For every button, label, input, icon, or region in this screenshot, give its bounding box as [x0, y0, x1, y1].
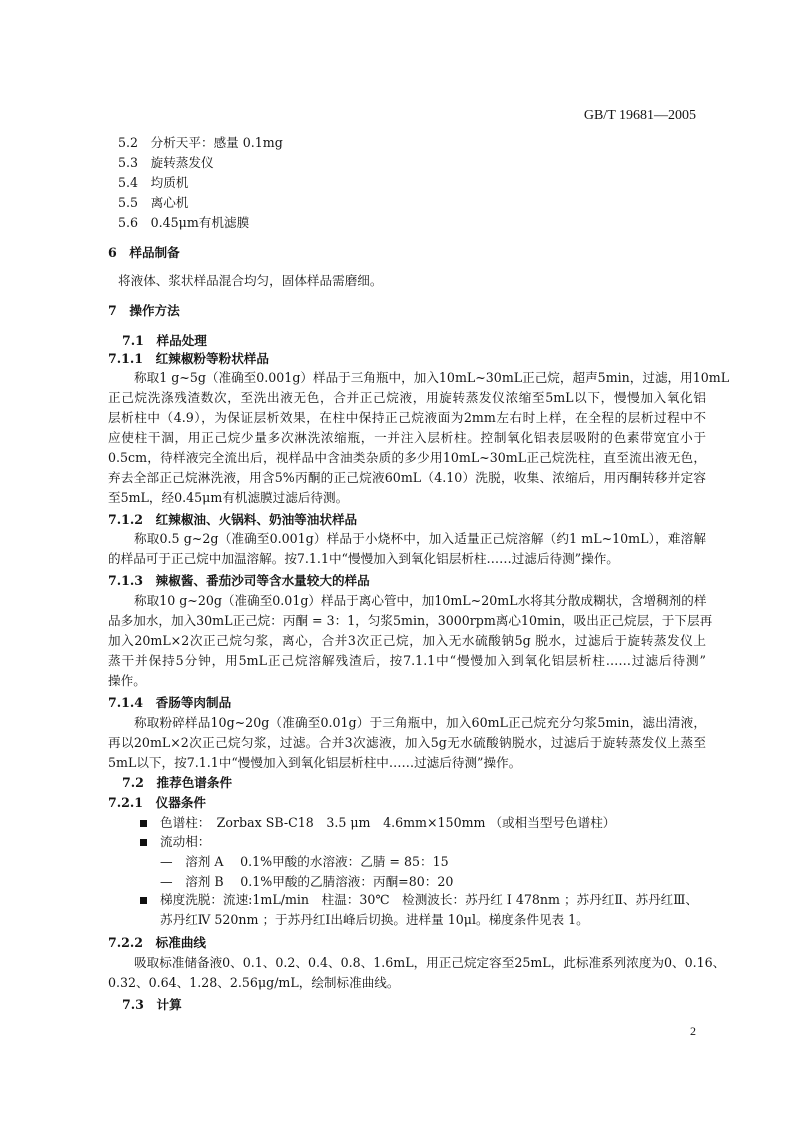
- solvent-b: — 溶剂 B 0.1%甲酸的乙腈溶液：丙酮=80：20: [160, 874, 454, 889]
- para-line: 的样品可于正己烷中加温溶解。按7.1.1中“慢慢加入到氧化铝层析柱……过滤后待测”操作。: [108, 551, 619, 566]
- mobile-phase-label: 流动相：: [160, 834, 211, 849]
- section-7-1-4-heading: 7.1.4 香肠等肉制品: [108, 695, 232, 710]
- section-6-heading: 6 样品制备: [108, 245, 180, 260]
- item-5-4: 5.4 均质机: [118, 175, 189, 190]
- section-7-2-1-heading: 7.2.1 仪器条件: [108, 795, 207, 810]
- section-7-1-3-heading: 7.1.3 辣椒酱、番茄沙司等含水量较大的样品: [108, 573, 370, 588]
- section-7-1-1-heading: 7.1.1 红辣椒粉等粉状样品: [108, 351, 269, 366]
- solvent-a: — 溶剂 A 0.1%甲酸的水溶液：乙腈 = 85：15: [160, 854, 449, 869]
- section-7-2-2-heading: 7.2.2 标准曲线: [108, 935, 207, 950]
- para-line: 称取0.5 g~2g（准确至0.001g）样品于小烧杯中，加入适量正己烷溶解（约1 mL~10mL），难溶解: [134, 531, 706, 546]
- section-7-3-heading: 7.3 计算: [122, 997, 182, 1012]
- para-line: 品多加水，加入30mL正己烷：丙酮 = 3：1，匀浆5min，3000rpm离心10min，吸出正己烷层，于下层再: [108, 613, 713, 628]
- para-line: 应使柱干涸，用正己烷少量多次淋洗浓缩瓶，一并注入层析柱。控制氧化铝表层吸附的色素带宽宜小于: [108, 430, 706, 445]
- para-line: 蒸干并保持5分钟，用5mL正己烷溶解残渣后，按7.1.1中“慢慢加入到氧化铝层析柱……过滤后待测”: [108, 653, 706, 668]
- item-5-5: 5.5 离心机: [118, 195, 189, 210]
- section-7-2-heading: 7.2 推荐色谱条件: [122, 775, 233, 790]
- item-5-3: 5.3 旋转蒸发仪: [118, 155, 214, 170]
- para-line: 称取1 g~5g（准确至0.001g）样品于三角瓶中，加入10mL~30mL正己烷，超声5min，过滤，用10mL: [134, 370, 730, 385]
- para-line: 称取粉碎样品10g~20g（准确至0.01g）于三角瓶中，加入60mL正己烷充分匀浆5min，滤出清液，: [134, 715, 706, 730]
- gradient-line-2: 苏丹红Ⅳ 520nm ；于苏丹红Ⅰ出峰后切换。进样量 10μl。梯度条件见表 1。: [160, 912, 589, 927]
- column-spec: 色谱柱： Zorbax SB-C18 3.5 μm 4.6mm×150mm （或相当型号色谱柱）: [160, 815, 616, 830]
- para-line: 操作。: [108, 673, 146, 688]
- section-6-text: 将液体、浆状样品混合均匀，固体样品需磨细。: [118, 273, 383, 288]
- standard-number: GB/T 19681—2005: [583, 108, 696, 123]
- para-line: 0.32、0.64、1.28、2.56μg/mL，绘制标准曲线。: [108, 975, 400, 990]
- item-5-6: 5.6 0.45μm有机滤膜: [118, 215, 250, 230]
- para-line: 0.5cm，待样液完全流出后，视样品中含油类杂质的多少用10mL~30mL正己烷洗柱，直至流出液无色，: [108, 450, 706, 465]
- section-7-heading: 7 操作方法: [108, 303, 180, 318]
- para-line: 再以20mL×2次正己烷匀浆，过滤。合并3次滤液，加入5g无水硫酸钠脱水，过滤后于旋转蒸发仪上蒸至: [108, 735, 706, 750]
- para-line: 称取10 g~20g（准确至0.01g）样品于离心管中，加10mL~20mL水将其分散成糊状，含增稠剂的样: [134, 593, 707, 608]
- section-7-1-heading: 7.1 样品处理: [122, 333, 207, 348]
- para-line: 吸取标准储备液0、0.1、0.2、0.4、0.8、1.6mL，用正己烷定容至25mL，此标准系列浓度为0、0.16、: [134, 955, 726, 970]
- gradient-line-1: 梯度洗脱：流速:1mL/min 柱温：30℃ 检测波长：苏丹红 Ⅰ 478nm ；苏丹红Ⅱ、苏丹红Ⅲ、: [160, 892, 698, 907]
- para-line: 5mL以下，按7.1.1中“慢慢加入到氧化铝层析柱中……过滤后待测”操作。: [108, 755, 522, 770]
- page-number: 2: [690, 1024, 696, 1038]
- para-line: 至5mL，经0.45μm有机滤膜过滤后待测。: [108, 490, 349, 505]
- para-line: 层析柱中（4.9），为保证层析效果，在柱中保持正己烷液面为2mm左右时上样，在全程的层析过程中不: [108, 410, 706, 425]
- para-line: 加入20mL×2次正己烷匀浆，离心，合并3次正己烷，加入无水硫酸钠5g 脱水，过滤后于旋转蒸发仪上: [108, 633, 706, 648]
- para-line: 正己烷洗涤残渣数次，至洗出液无色，合并正己烷液，用旋转蒸发仪浓缩至5mL以下，慢慢加入氧化铝: [108, 390, 706, 405]
- section-7-1-2-heading: 7.1.2 红辣椒油、火锅料、奶油等油状样品: [108, 512, 358, 527]
- para-line: 弃去全部正己烷淋洗液，用含5%丙酮的正己烷液60mL（4.10）洗脱，收集、浓缩后，用丙酮转移并定容: [108, 470, 706, 485]
- item-5-2: 5.2 分析天平：感量 0.1mg: [118, 135, 283, 150]
